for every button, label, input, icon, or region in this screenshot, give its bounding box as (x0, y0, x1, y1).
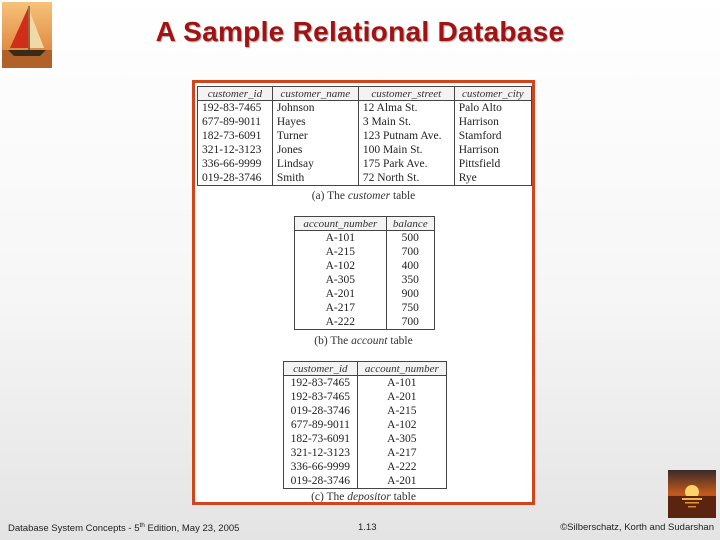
table-row (198, 171, 532, 186)
table-cell: 175 Park Ave. (358, 157, 454, 171)
footer-book-edition (8, 522, 239, 534)
table-cell: A-102 (295, 259, 387, 273)
table-cell: A-215 (357, 404, 446, 418)
table-cell: 400 (386, 259, 434, 273)
table-row (284, 460, 447, 474)
caption-suffix: table (387, 335, 413, 347)
table-row (198, 115, 532, 129)
column-header: customer_id (198, 87, 273, 101)
table-header-row (284, 362, 447, 376)
table-row (295, 231, 435, 246)
table-row (295, 259, 435, 273)
table-cell: Palo Alto (454, 101, 531, 116)
table-cell: 321-12-3123 (284, 446, 358, 460)
table-row (295, 301, 435, 315)
column-header: balance (386, 217, 434, 231)
table-cell: 350 (386, 273, 434, 287)
table-row (284, 390, 447, 404)
depositor-table (283, 361, 447, 489)
table-cell: 3 Main St. (358, 115, 454, 129)
table-cell: Harrison (454, 115, 531, 129)
caption-suffix: table (390, 491, 416, 503)
caption-table-name: customer (347, 190, 391, 202)
table-cell: 700 (386, 245, 434, 259)
table-row (198, 101, 532, 116)
table-cell: 336-66-9999 (284, 460, 358, 474)
caption-prefix: (a) The (311, 190, 348, 202)
table-cell: 336-66-9999 (198, 157, 273, 171)
sunset-logo-icon (668, 470, 716, 518)
footer-book-title: Database System Concepts - 5 (8, 523, 140, 535)
column-header: customer_city (454, 87, 531, 101)
table-cell: A-305 (295, 273, 387, 287)
table-cell: A-215 (295, 245, 387, 259)
table-row (284, 474, 447, 489)
table-row (284, 432, 447, 446)
footer-edition-superscript: th (139, 522, 145, 529)
table-header-row (295, 217, 435, 231)
table-row (198, 129, 532, 143)
table-cell: Johnson (272, 101, 358, 116)
table-cell: Pittsfield (454, 157, 531, 171)
caption-prefix: (b) The (314, 335, 352, 347)
depositor-table-caption (195, 491, 532, 503)
footer-page-number: 1.13 (358, 522, 377, 533)
table-cell: 12 Alma St. (358, 101, 454, 116)
table-row (284, 446, 447, 460)
table-cell: 321-12-3123 (198, 143, 273, 157)
table-cell: A-305 (357, 432, 446, 446)
caption-table-name: depositor (347, 491, 391, 503)
table-row (295, 245, 435, 259)
table-cell: A-101 (357, 376, 446, 391)
table-cell: Jones (272, 143, 358, 157)
table-cell: Smith (272, 171, 358, 186)
table-row (198, 157, 532, 171)
column-header: account_number (357, 362, 446, 376)
caption-table-name: account (351, 335, 388, 347)
table-row (295, 273, 435, 287)
account-table-caption (195, 335, 532, 347)
table-row (284, 376, 447, 391)
table-cell: 019-28-3746 (198, 171, 273, 186)
database-figure (192, 80, 535, 505)
table-cell: 900 (386, 287, 434, 301)
table-cell: 700 (386, 315, 434, 330)
table-cell: 019-28-3746 (284, 404, 358, 418)
caption-suffix: table (390, 190, 416, 202)
table-cell: A-222 (295, 315, 387, 330)
customer-table (197, 86, 532, 186)
table-row (198, 143, 532, 157)
table-cell: A-201 (295, 287, 387, 301)
table-cell: A-102 (357, 418, 446, 432)
table-cell: 677-89-9011 (284, 418, 358, 432)
table-row (295, 287, 435, 301)
table-cell: 750 (386, 301, 434, 315)
account-table (294, 216, 435, 330)
table-cell: 72 North St. (358, 171, 454, 186)
table-cell: 019-28-3746 (284, 474, 358, 489)
table-cell: 500 (386, 231, 434, 246)
footer-copyright: ©Silberschatz, Korth and Sudarshan (560, 522, 714, 533)
table-cell: A-222 (357, 460, 446, 474)
caption-prefix: (c) The (311, 491, 348, 503)
column-header: customer_name (272, 87, 358, 101)
table-cell: 123 Putnam Ave. (358, 129, 454, 143)
column-header: account_number (295, 217, 387, 231)
column-header: customer_id (284, 362, 358, 376)
table-cell: 192-83-7465 (198, 101, 273, 116)
table-cell: 100 Main St. (358, 143, 454, 157)
table-cell: Harrison (454, 143, 531, 157)
table-cell: A-217 (295, 301, 387, 315)
table-cell: 192-83-7465 (284, 376, 358, 391)
customer-table-caption (195, 190, 532, 202)
table-row (295, 315, 435, 330)
table-cell: Hayes (272, 115, 358, 129)
table-cell: Stamford (454, 129, 531, 143)
table-cell: A-201 (357, 474, 446, 489)
table-header-row (198, 87, 532, 101)
table-cell: 192-83-7465 (284, 390, 358, 404)
slide-title: A Sample Relational Database (155, 16, 565, 47)
table-cell: A-101 (295, 231, 387, 246)
table-cell: Turner (272, 129, 358, 143)
table-row (284, 404, 447, 418)
table-cell: Lindsay (272, 157, 358, 171)
table-cell: Rye (454, 171, 531, 186)
table-cell: A-201 (357, 390, 446, 404)
table-row (284, 418, 447, 432)
table-cell: 677-89-9011 (198, 115, 273, 129)
table-cell: 182-73-6091 (284, 432, 358, 446)
column-header: customer_street (358, 87, 454, 101)
footer-edition-date: Edition, May 23, 2005 (144, 523, 240, 535)
table-cell: 182-73-6091 (198, 129, 273, 143)
table-cell: A-217 (357, 446, 446, 460)
